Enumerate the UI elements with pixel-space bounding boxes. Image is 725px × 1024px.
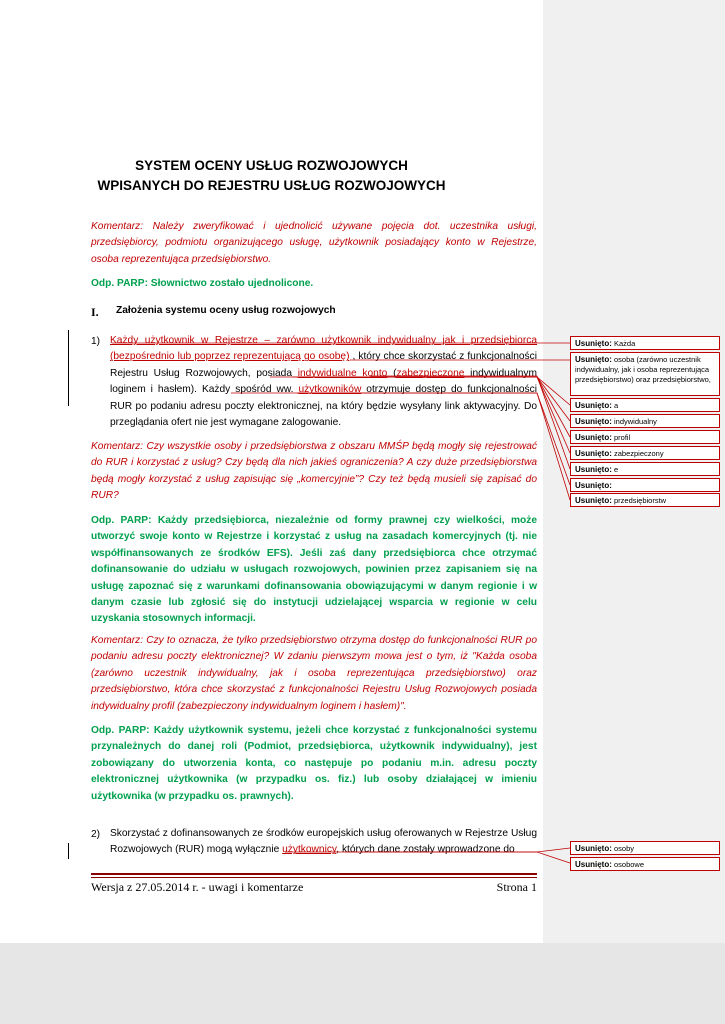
deletion-balloon[interactable] (570, 493, 720, 507)
deletion-balloon[interactable] (570, 352, 720, 396)
balloon-text: przedsiębiorstw (613, 496, 667, 505)
item-1-number: 1) (91, 336, 101, 347)
deletion-balloon[interactable] (570, 478, 720, 492)
item-2-text-part: , których dane zostały wprowadzone do (336, 844, 515, 856)
item-2-text-part: Skorzystać z dofinansowanych ze środków europejskich usług oferowanych w Rejestrze Usług Rozwojowych (RUR) mogą wyłącznie (110, 828, 537, 856)
balloon-label: Usunięto: (575, 449, 612, 458)
inserted-text: Każdy użytkownik w Rejestrze – zarówno użytkownik indywidualny jak i przedsiębiorca (bezpośrednio lub poprzez reprezentującą go osobę) (110, 335, 537, 363)
item-1-text-part: indywidualnym loginem i hasłem). Każdy spośród ww. (110, 367, 537, 396)
deletion-balloon[interactable] (570, 857, 720, 871)
comment-3: Komentarz: Czy to oznacza, że tylko przedsiębiorstwo otrzyma dostęp do funkcjonalności RUR po podaniu adresu poczty elektronicznej? W zdaniu pierwszym mowa jest o tym, iż "Każda osoba (zarówno uczestnik indywidualny, jak i osoba reprezentująca przedsiębiorstwo) oraz przedsiębiorstwo, która chce skorzystać z funkcjonalności Rejestru Usług Rozwojowych posiada indywidualny profil (zabezpieczony indywidualnym loginem i hasłem)". (91, 635, 537, 712)
document-title-line2: WPISANYCH DO REJESTRU USŁUG ROZWOJOWYCH (97, 178, 446, 193)
item-1-text-part: ( (387, 367, 397, 379)
balloon-label: Usunięto: (575, 401, 612, 410)
answer-1: Odp. PARP: Słownictwo zostało ujednolicone. (91, 278, 314, 289)
balloon-label: Usunięto: (575, 339, 612, 348)
section-title: Założenia systemu oceny usług rozwojowych (116, 305, 336, 316)
comment-1: Komentarz: Należy zweryfikować i ujednolicić używane pojęcia dot. uczestnika usługi, przedsiębiorcy, podmiotu organizującego usługę, użytkownik posiadający konto w Rejestrze, osoba reprezentująca przedsiębiorstwo. (91, 221, 537, 265)
document-title-line1: SYSTEM OCENY USŁUG ROZWOJOWYCH (135, 158, 408, 173)
deletion-balloon[interactable] (570, 446, 720, 460)
item-1-text-part: otrzymuje dostęp do funkcjonalności RUR po podaniu adresu poczty elektronicznej, na który będzie wysyłany link aktywacyjny. Do przeglądania ofert nie jest wymagane zalogowanie. (110, 384, 537, 429)
balloon-label: Usunięto: (575, 860, 612, 869)
inserted-text: zabezpieczone (396, 367, 465, 379)
footer-version: Wersja z 27.05.2014 r. - uwagi i komentarze (91, 880, 304, 894)
section-number: I. (91, 305, 99, 319)
inserted-text: indywidualne konto (297, 367, 388, 379)
balloon-text: profil (613, 433, 631, 442)
comment-2: Komentarz: Czy wszystkie osoby i przedsiębiorstwa z obszaru MMŚP będą mogły się rejestrować do RUR i korzystać z usług? Czy będą dla nich jakieś ograniczenia? A czy duże przedsiębiorstwa będą mogły korzystać z usług zapisując się „komercyjnie”? Czy też będą musieli się zapisać do RUR? (91, 441, 537, 502)
deletion-balloon[interactable] (570, 336, 720, 350)
balloon-label: Usunięto: (575, 355, 612, 364)
balloon-label: Usunięto: (575, 465, 612, 474)
deletion-balloon[interactable] (570, 430, 720, 444)
answer-3: Odp. PARP: Każdy użytkownik systemu, jeżeli chce korzystać z funkcjonalności systemu przynależnych do danej roli (Podmiot, przedsiębiorca, użytkownik indywidualny), jest zobowiązany do utworzenia konta, co następuje po podaniu m.in. adresu poczty elektronicznej użytkownika (w przypadku os. fiz.) lub osoby działającej w imieniu użytkownika (w przypadku os. prawnych). (91, 725, 537, 802)
deletion-balloon[interactable] (570, 462, 720, 476)
footer-page-number: Strona 1 (496, 880, 537, 894)
balloon-text: indywidualny (613, 417, 657, 426)
item-1-text-part: , który chce skorzystać z funkcjonalności Rejestru Usług Rozwojowych, posiada (110, 351, 537, 379)
balloon-text: a (613, 401, 619, 410)
balloon-text: osoby (613, 844, 634, 853)
balloon-text: Każda (613, 339, 636, 348)
balloon-label: Usunięto: (575, 496, 612, 505)
balloon-text: osobowe (613, 860, 645, 869)
balloon-text: osoba (zarówno uczestnik indywidualny, jak i osoba reprezentująca przedsiębiorstwo) oraz przedsiębiorstwo, (575, 355, 711, 384)
balloon-text: zabezpieczony (613, 449, 664, 458)
inserted-text: użytkownicy (282, 844, 337, 856)
balloon-text: e (613, 465, 619, 474)
inserted-text: użytkowników (298, 384, 362, 396)
deletion-balloon[interactable] (570, 841, 720, 855)
deletion-balloon[interactable] (570, 414, 720, 428)
balloon-label: Usunięto: (575, 417, 612, 426)
balloon-label: Usunięto: (575, 481, 612, 490)
balloon-label: Usunięto: (575, 433, 612, 442)
balloon-label: Usunięto: (575, 844, 612, 853)
item-2-number: 2) (91, 829, 101, 840)
deletion-balloon[interactable] (570, 398, 720, 412)
answer-2: Odp. PARP: Każdy przedsiębiorca, niezależnie od formy prawnej czy wielkości, może utworzyć swoje konto w Rejestrze i korzystać z usług na zasadach komercyjnych (tj. nie współfinansowanych ze środków EFS). Jeśli zaś dany przedsiębiorca chce otrzymać dofinansowanie do udziału w usługach rozwojowych, powinien przez zapisaniem się na usługę zapoznać się z warunkami dofinansowania obowiązującymi w danym regionie i w danym czasie lub zgłosić się do instytucji udzielającej wsparcia w regionie w celu uzyskania stosownych informacji. (91, 515, 537, 625)
